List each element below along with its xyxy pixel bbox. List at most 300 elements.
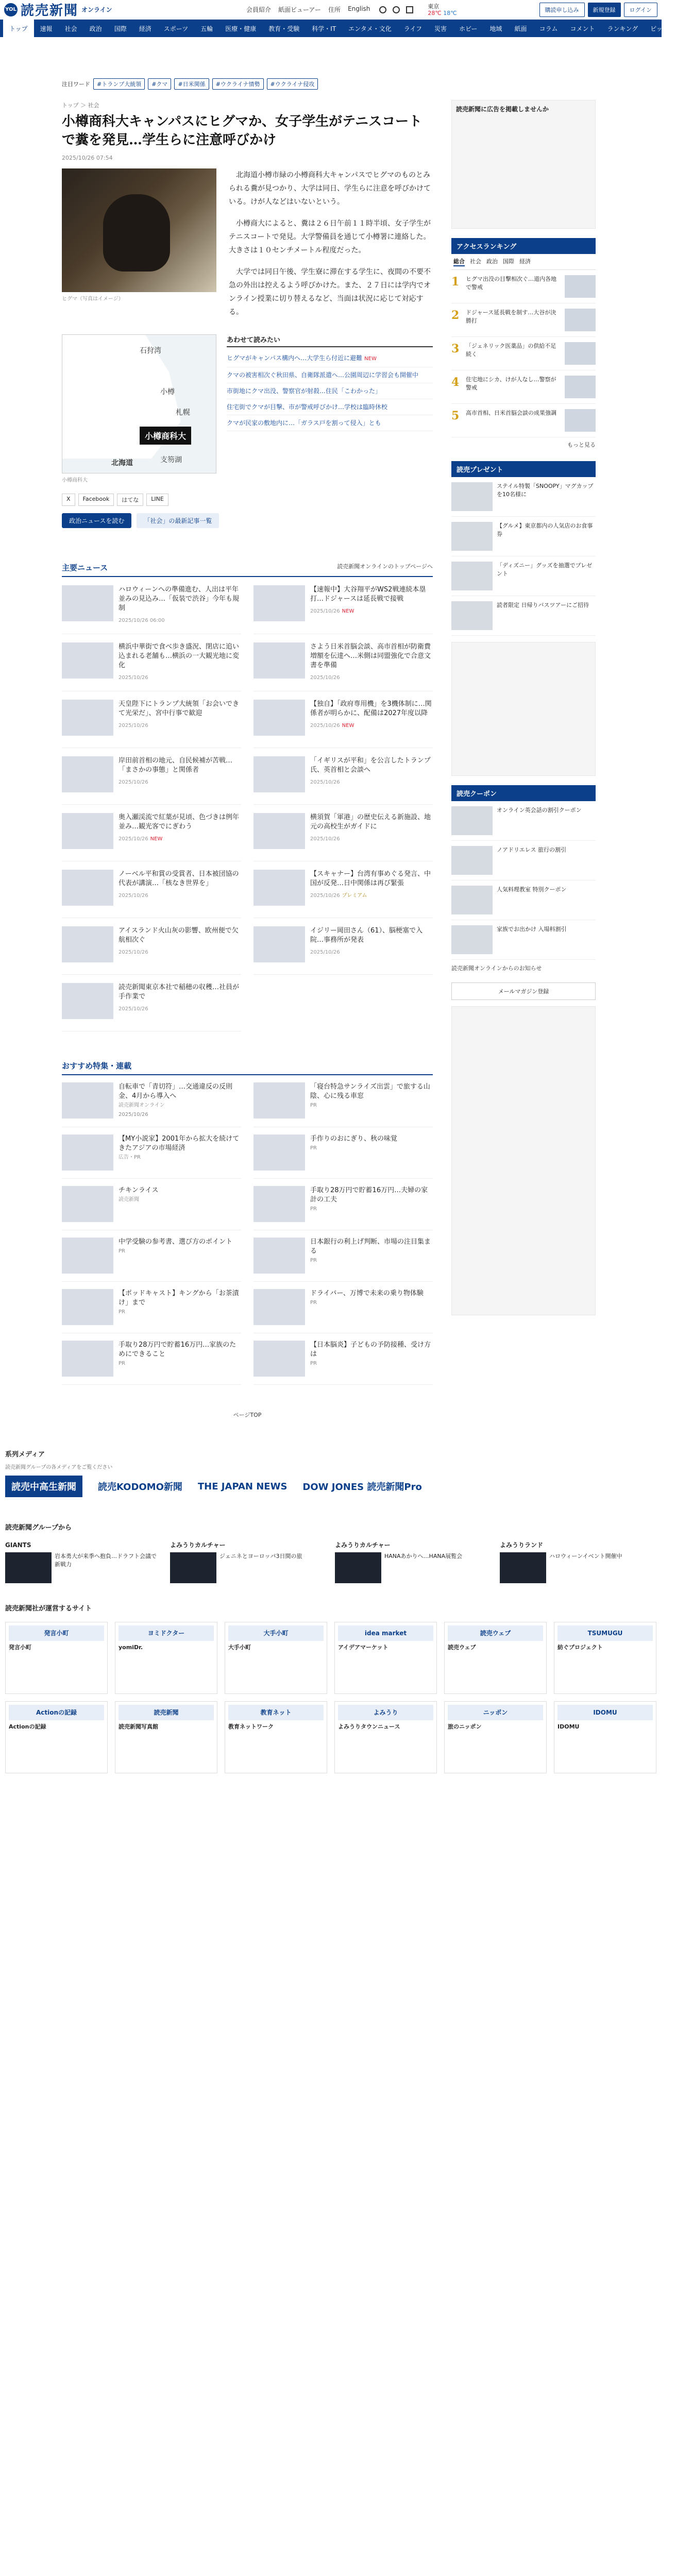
footer-group [0, 1518, 662, 1588]
ranking-more-link[interactable]: もっと見る [567, 442, 596, 448]
coupons-thumbnail [451, 886, 493, 914]
site-logo: idea market [338, 1625, 433, 1641]
rec-text [119, 1238, 232, 1274]
header-link[interactable]: 会員紹介 [246, 6, 272, 13]
nav-item[interactable]: 経済 [139, 25, 151, 32]
media-logos [5, 1470, 656, 1507]
rec-thumbnail[interactable] [253, 1134, 305, 1171]
nav-item[interactable]: 教育・受験 [268, 25, 300, 32]
coupons-thumbnail [451, 925, 493, 954]
ranking-item[interactable] [451, 404, 596, 437]
site-card[interactable] [334, 1701, 437, 1773]
sidebar-ad-2[interactable] [451, 642, 596, 776]
sites-grid [5, 1617, 656, 1778]
coupon-list [451, 801, 596, 960]
group-card-title: よみうりランド [500, 1541, 544, 1549]
rec-text [310, 1082, 433, 1120]
nav-item[interactable]: エンタメ・文化 [348, 25, 392, 32]
related-item[interactable] [227, 415, 433, 431]
nav-item[interactable]: 地域 [489, 25, 502, 32]
news-item[interactable] [253, 805, 433, 861]
site-logo: TSUMUGU [557, 1625, 653, 1641]
ranking-item[interactable] [451, 370, 596, 404]
news-date: 2025/10/26 [119, 950, 148, 955]
rec-title[interactable]: 中学受験の参考書、選び方のポイント [119, 1238, 233, 1246]
article-body [229, 168, 433, 327]
nav-item[interactable]: 五輪 [200, 25, 213, 32]
group-card[interactable] [335, 1541, 492, 1583]
site-card[interactable] [115, 1701, 217, 1773]
related-item[interactable] [227, 350, 433, 367]
site-logo: Actionの記録 [9, 1705, 104, 1720]
news-meta [119, 673, 241, 683]
site-logo: 読売ウェブ [448, 1625, 543, 1641]
news-date: 2025/10/26 [310, 950, 340, 955]
news-item[interactable] [253, 634, 433, 691]
news-text [310, 926, 433, 966]
header-icons [379, 6, 413, 13]
news-thumbnail[interactable] [253, 585, 305, 621]
rec-title[interactable]: ドライバー、万博で未来の乗り物体験 [310, 1290, 424, 1297]
group-card-text: HANAあかりへ…HANA展覧会 [384, 1553, 463, 1560]
news-meta [310, 607, 433, 616]
news-title[interactable]: 【独自】「政府専用機」を3機体制に…関係者が明らかに、配備は2027年度以降 [310, 700, 432, 717]
rec-item[interactable] [62, 1075, 241, 1127]
news-item[interactable] [62, 748, 241, 805]
tag-link[interactable]: #トランプ大統領 [93, 78, 145, 90]
rec-thumbnail[interactable] [253, 1186, 305, 1222]
site-card[interactable] [444, 1701, 547, 1773]
logo-mark: YOL [4, 3, 18, 16]
subscribe-button[interactable]: 購読申し込み [539, 3, 585, 17]
presents-thumbnail [451, 522, 493, 551]
rec-thumbnail[interactable] [62, 1186, 113, 1222]
nav-item[interactable]: ランキング [607, 25, 638, 32]
sidebar-notice[interactable]: 読売新聞オンラインからのお知らせ [451, 965, 542, 972]
coupons-item[interactable] [451, 880, 596, 920]
share-bar [62, 494, 433, 506]
presents-item[interactable] [451, 517, 596, 556]
nav-item[interactable]: 災害 [434, 25, 447, 32]
trending-label: 注目ワード [62, 81, 90, 88]
site-card[interactable] [444, 1622, 547, 1694]
news-title[interactable]: 横須賀「軍港」の歴史伝える新施設、地元の高校生がガイドに [310, 814, 431, 831]
rec-item[interactable] [62, 1333, 241, 1385]
news-thumbnail[interactable] [62, 813, 113, 849]
nav-item[interactable]: 医療・健康 [225, 25, 257, 32]
news-title[interactable]: 奥入瀬渓流で紅葉が見頃、色づきは例年並み…観光客でにぎわう [119, 814, 240, 831]
nav-item[interactable]: 社会 [64, 25, 77, 32]
news-title[interactable]: 【速報中】大谷翔平がWS2戦連続本塁打…ドジャースは延長戦で接戦 [310, 586, 426, 603]
group-card-body [5, 1552, 162, 1583]
ranking-tabs [451, 254, 596, 270]
account-icon[interactable] [393, 6, 400, 13]
ranking-tab[interactable]: 総合 [453, 257, 465, 266]
rec-sponsor: PR [119, 1248, 125, 1254]
news-thumbnail[interactable] [62, 756, 113, 792]
news-meta [310, 673, 433, 683]
share-line-button[interactable]: LINE [146, 494, 168, 506]
rec-thumbnail[interactable] [62, 1134, 113, 1171]
media-logo[interactable]: DOW JONES 読売新聞Pro [302, 1482, 422, 1493]
rec-sponsor: PR [119, 1361, 125, 1366]
logo-subtitle: オンライン [81, 6, 112, 13]
tag-link[interactable]: #ウクライナ侵攻 [267, 78, 318, 90]
rank-number: 3 [451, 342, 460, 355]
site-card[interactable] [225, 1701, 327, 1773]
news-title[interactable]: ノーベル平和賞の受賞者、日本被団協の代表が講演…「核なき世界を」 [119, 870, 239, 887]
tag-link[interactable]: #ウクライナ情勢 [212, 78, 264, 90]
nav-item[interactable]: コラム [539, 25, 558, 32]
map-highlight: 小樽商科大 [140, 427, 191, 445]
news-item[interactable] [62, 691, 241, 748]
news-title[interactable]: 横浜中華街で食べ歩き盛況、閉店に追い込まれる老舗も…横浜の一大観光地に変化 [119, 643, 240, 669]
sites-title: 読売新聞社が運営するサイト [5, 1605, 92, 1613]
site-card[interactable] [554, 1701, 656, 1773]
main-column [62, 94, 433, 1434]
ranking-item[interactable] [451, 303, 596, 337]
nav-item[interactable]: 紙面 [514, 25, 527, 32]
nav-item[interactable]: 科学・IT [312, 25, 336, 32]
related-item[interactable] [227, 367, 433, 383]
news-title[interactable]: 読売新聞東京本社で稲穂の収穫…社員が手作業で [119, 984, 240, 1001]
site-name: 教育ネットワーク [228, 1723, 274, 1730]
rec-item[interactable] [253, 1075, 433, 1127]
nav-item[interactable]: ピックアップ [650, 25, 687, 32]
article-photo[interactable] [62, 168, 216, 292]
related-title: あわせて読みたい [227, 334, 433, 347]
presents-thumbnail [451, 482, 493, 511]
nav-item[interactable]: 政治 [89, 25, 102, 32]
rec-title[interactable]: 「寝台特急サンライズ出雲」で旅する山陰、心に残る車窓 [310, 1083, 430, 1100]
news-title[interactable]: アイスランド火山灰の影響、欧州便で欠航相次ぐ [119, 927, 239, 944]
rec-title[interactable]: 【ポッドキャスト】キングから「お茶漬け」まで [119, 1290, 239, 1307]
site-name: 発言小町 [9, 1644, 31, 1651]
rec-thumbnail[interactable] [62, 1082, 113, 1118]
article-top [62, 168, 433, 327]
rec-date: 2025/10/26 [119, 1112, 148, 1117]
rec-item[interactable] [62, 1282, 241, 1333]
media-title: 系列メディア [5, 1451, 45, 1459]
tag-link[interactable]: #日米関係 [174, 78, 209, 90]
rec-item[interactable] [253, 1179, 433, 1230]
news-date: 2025/10/26 [310, 723, 340, 728]
presents-item[interactable] [451, 596, 596, 636]
share-hatena-button[interactable]: はてな [117, 494, 143, 506]
news-title[interactable]: 【スキャナー】台湾有事めぐる発言、中国が反発…日中関係は再び緊張 [310, 870, 431, 887]
rank-thumbnail [565, 309, 596, 331]
map-label: 支笏湖 [160, 456, 182, 464]
site-card[interactable] [5, 1701, 108, 1773]
site-name: アイデアマーケット [338, 1644, 388, 1651]
coupons-item[interactable] [451, 841, 596, 880]
coupons-text: 人気料理教室 特別クーポン [497, 886, 567, 893]
ranking-tab[interactable]: 政治 [486, 258, 498, 265]
rank-title: ヒグマ出没の目撃相次ぐ…道内各地で警戒 [466, 276, 556, 291]
header-links [246, 5, 370, 14]
site-logo: 大手小町 [228, 1625, 324, 1641]
group-card[interactable] [500, 1541, 656, 1583]
article-paragraph: 大学では同日午後、学生寮に滞在する学生に、夜間の不要不急の外出は控えるよう呼びかけた。また、２７日には学内でオンライン授業に切り替えるなど、当面は状況に応じて対応する。 [229, 268, 431, 316]
news-item[interactable] [62, 805, 241, 861]
rec-title[interactable]: 手作りのおにぎり、秋の味覚 [310, 1135, 398, 1143]
group-card-body [500, 1552, 656, 1583]
nav-item[interactable]: コメント [570, 25, 595, 32]
rank-number: 2 [451, 309, 460, 322]
ranking-tab[interactable]: 経済 [519, 258, 531, 265]
news-text [119, 870, 241, 909]
presents-item[interactable] [451, 556, 596, 596]
logo-title: 読売新聞 [21, 3, 79, 19]
newsletter-button[interactable]: メールマガジン登録 [451, 982, 596, 1000]
news-text [119, 756, 241, 796]
media-logo[interactable]: 読売中高生新聞 [5, 1476, 82, 1497]
media-note: 読売新聞グループの各メディアをご覧ください [5, 1465, 113, 1470]
register-button[interactable]: 新規登録 [588, 3, 621, 17]
share-x-button[interactable]: X [62, 494, 75, 506]
map-block [62, 334, 216, 483]
news-item[interactable] [253, 748, 433, 805]
content-layout [0, 94, 662, 1434]
rec-text [310, 1238, 433, 1274]
presents-item[interactable] [451, 477, 596, 517]
rec-thumbnail[interactable] [62, 1289, 113, 1325]
more-news-button[interactable]: 政治ニュースを読む [62, 513, 131, 528]
nav-item[interactable]: スポーツ [163, 25, 189, 32]
news-thumbnail[interactable] [253, 870, 305, 906]
news-meta [310, 948, 433, 957]
news-title[interactable]: ハロウィーンへの準備進む、人出は平年並みの見込み…「仮装で渋谷」今年も規制 [119, 586, 240, 612]
news-item[interactable] [253, 918, 433, 975]
rec-thumbnail[interactable] [253, 1082, 305, 1118]
presents-text: 【グルメ】東京都内の人気店のお食事券 [497, 522, 593, 537]
rec-title[interactable]: 【日本脳炎】子どもの予防接種、受け方は [310, 1341, 431, 1358]
news-meta [119, 778, 241, 787]
rec-text [119, 1341, 241, 1377]
nav-item[interactable]: ホビー [459, 25, 478, 32]
menu-icon[interactable] [406, 6, 413, 13]
related-item-text: 住宅街でクマが目撃、市が警戒呼びかけ…学校は臨時休校 [227, 403, 388, 411]
photo-caption: ヒグマ（写真はイメージ） [62, 296, 124, 302]
rec-thumbnail[interactable] [253, 1289, 305, 1325]
rec-text [310, 1186, 433, 1223]
sidebar-ad-3[interactable] [451, 1006, 596, 1315]
weather-widget[interactable] [428, 3, 457, 16]
related-item[interactable] [227, 399, 433, 415]
tag-link[interactable]: #クマ [148, 78, 171, 90]
news-title[interactable]: さよう日米首脳会談、高市首相が防衛費増額を伝達へ…米側は同盟強化で合意文書を準備 [310, 643, 431, 669]
group-card-title: GIANTS [5, 1541, 31, 1549]
coupon-title: 読売クーポン [451, 785, 596, 801]
news-title[interactable]: 天皇陛下にトランプ大統領「お会いできて光栄だ」、宮中行事で歓迎 [119, 700, 240, 717]
new-badge: NEW [364, 356, 377, 362]
coupons-item[interactable] [451, 920, 596, 960]
header-link[interactable]: 紙面ビューアー [278, 6, 322, 13]
site-logo[interactable] [4, 0, 159, 19]
rec-grid [62, 1075, 433, 1385]
related-item-text: ヒグマがキャンパス構内へ…大学生ら付近に避難 [227, 354, 363, 362]
coupons-text: ノアドリエレス 旅行の割引 [497, 846, 566, 853]
news-thumbnail[interactable] [253, 700, 305, 736]
page-top-link[interactable]: ページTOP [233, 1412, 262, 1418]
rank-title: 住宅地にシカ、けが人なし…警察が警戒 [466, 376, 556, 391]
rec-title[interactable]: 手取り28万円で貯蓄16万円…夫婦の家計の工夫 [310, 1187, 428, 1204]
news-thumbnail[interactable] [62, 926, 113, 962]
rank-thumbnail [565, 376, 596, 398]
presents-text: ステイル特製「SNOOPY」マグカップを10名様に [497, 483, 594, 498]
group-card-thumbnail [170, 1552, 216, 1583]
rec-thumbnail[interactable] [253, 1238, 305, 1274]
search-icon[interactable] [379, 6, 386, 13]
present-box [451, 461, 596, 636]
article-photo-block [62, 168, 216, 327]
news-item[interactable] [62, 634, 241, 691]
ranking-item[interactable] [451, 270, 596, 303]
rec-title[interactable]: 自転車で「青切符」…交通違反の反則金、4月から導入へ [119, 1083, 233, 1100]
rec-text [310, 1341, 433, 1377]
rec-title[interactable]: 手取り28万円で貯蓄16万円…家族のためにできること [119, 1341, 236, 1358]
news-title[interactable]: 岸田前首相の地元、自民候補が苦戦…「まさかの事態」と関係者 [119, 757, 233, 774]
rec-title[interactable]: 日本銀行の利上げ判断、市場の注目集まる [310, 1238, 431, 1255]
news-title[interactable]: イジリー岡田さん（61）、脳梗塞で入院…事務所が発表 [310, 927, 423, 944]
news-thumbnail[interactable] [253, 756, 305, 792]
rec-item[interactable] [253, 1230, 433, 1282]
ranking-tab[interactable]: 国際 [503, 258, 514, 265]
news-section-more[interactable]: 読売新聞オンラインのトップページへ [337, 563, 433, 570]
login-button[interactable]: ログイン [624, 3, 657, 17]
news-title[interactable]: 「イギリスが平和」を公言したトランプ氏、英首相と会談へ [310, 757, 431, 774]
nav-item[interactable]: 国際 [114, 25, 127, 32]
rec-thumbnail[interactable] [62, 1341, 113, 1377]
media-logo[interactable]: THE JAPAN NEWS [197, 1481, 288, 1492]
news-meta [119, 721, 241, 731]
rec-sponsor: 読売新聞オンライン [119, 1103, 165, 1108]
news-section-title: 主要ニュース [62, 563, 108, 572]
news-item[interactable] [62, 861, 241, 918]
rank-title: ドジャース延長戦を制す…大谷が決勝打 [466, 309, 556, 324]
rec-sponsor: PR [310, 1145, 317, 1151]
rec-thumbnail[interactable] [253, 1341, 305, 1377]
news-thumbnail[interactable] [62, 642, 113, 679]
news-item[interactable] [253, 577, 433, 634]
rec-item[interactable] [253, 1333, 433, 1385]
present-list [451, 477, 596, 636]
rec-sponsor: PR [310, 1300, 317, 1306]
coupon-box [451, 785, 596, 960]
sidebar-ad[interactable] [451, 100, 596, 229]
site-logo: IDOMU [557, 1705, 653, 1720]
rec-item[interactable] [62, 1230, 241, 1282]
presents-thumbnail [451, 601, 493, 630]
related-item[interactable] [227, 383, 433, 399]
group-card-thumbnail [5, 1552, 52, 1583]
news-text [310, 813, 433, 853]
news-text [119, 926, 241, 966]
media-logo[interactable]: 読売KODOMO新聞 [98, 1482, 182, 1493]
rank-thumbnail [565, 342, 596, 365]
news-badge: プレミアム [342, 893, 367, 899]
news-date: 2025/10/26 [310, 779, 340, 785]
news-thumbnail[interactable] [253, 926, 305, 962]
news-thumbnail[interactable] [62, 700, 113, 736]
nav-item[interactable]: ライフ [403, 25, 422, 32]
ranking-item[interactable] [451, 337, 596, 370]
news-item[interactable] [253, 861, 433, 918]
news-meta [310, 721, 433, 731]
news-item[interactable] [62, 918, 241, 975]
ranking-list [451, 270, 596, 437]
coupons-item[interactable] [451, 801, 596, 841]
news-thumbnail[interactable] [253, 642, 305, 679]
group-card-body [335, 1552, 492, 1583]
header-link[interactable]: 住所 [328, 6, 341, 13]
ranking-title: アクセスランキング [451, 238, 596, 254]
ranking-tab[interactable]: 社会 [470, 258, 481, 265]
nav-item[interactable]: 速報 [40, 25, 53, 32]
map-label: 北海道 [111, 459, 133, 467]
article-actions [62, 513, 433, 528]
rec-item[interactable] [62, 1127, 241, 1179]
group-card[interactable] [170, 1541, 327, 1583]
footer-sites [0, 1599, 662, 1778]
header-buttons [539, 3, 657, 17]
site-logo: ニッポン [448, 1705, 543, 1720]
news-text [310, 756, 433, 796]
nav-item[interactable]: トップ [3, 19, 34, 38]
news-item[interactable] [62, 975, 241, 1031]
group-card-text: 岩本勇大が来季へ抱負…ドラフト会議で新戦力 [55, 1553, 157, 1568]
news-thumbnail[interactable] [253, 813, 305, 849]
site-card[interactable] [554, 1622, 656, 1694]
site-name: 読売ウェブ [448, 1644, 476, 1651]
news-item[interactable] [62, 577, 241, 634]
rec-item[interactable] [62, 1179, 241, 1230]
rec-item[interactable] [253, 1282, 433, 1333]
article-paragraph: 小樽商大によると、糞は２６日午前１１時半頃、女子学生がテニスコートで発見。大学警備員を通じて小樽署に連絡した。大きさは１０センチメートル程度だった。 [229, 219, 431, 255]
related-list [227, 350, 433, 431]
header-link[interactable]: English [348, 5, 370, 12]
news-text [119, 983, 241, 1023]
rec-item[interactable] [253, 1127, 433, 1179]
coupons-text: オンライン英会話の割引クーポン [497, 807, 582, 814]
rec-thumbnail[interactable] [62, 1238, 113, 1274]
share-facebook-button[interactable]: Facebook [78, 494, 114, 506]
news-text [310, 700, 433, 739]
presents-thumbnail [451, 562, 493, 590]
group-card[interactable] [5, 1541, 162, 1583]
site-card[interactable] [115, 1622, 217, 1694]
present-title: 読売プレゼント [451, 461, 596, 477]
news-badge: NEW [342, 723, 354, 728]
site-card[interactable] [225, 1622, 327, 1694]
rec-title[interactable]: チキンライス [119, 1187, 159, 1194]
site-logo: 教育ネット [228, 1705, 324, 1720]
news-meta [119, 616, 241, 625]
breadcrumb[interactable]: トップ ＞ 社会 [62, 102, 99, 109]
news-thumbnail[interactable] [62, 870, 113, 906]
rank-number: 1 [451, 275, 460, 289]
news-item[interactable] [253, 691, 433, 748]
category-list-button[interactable]: 「社会」の最新記事一覧 [137, 513, 219, 528]
news-thumbnail[interactable] [62, 585, 113, 621]
group-card-body [170, 1552, 327, 1583]
sidebar-ad-title: 読売新聞に広告を掲載しませんか [456, 106, 549, 113]
site-name: 読売新聞写真館 [119, 1723, 158, 1730]
site-card[interactable] [5, 1622, 108, 1694]
rec-title[interactable]: 【MY小説家】2001年から拡大を続けてきたアジアの市場経済 [119, 1135, 240, 1152]
news-thumbnail[interactable] [62, 983, 113, 1019]
site-card[interactable] [334, 1622, 437, 1694]
